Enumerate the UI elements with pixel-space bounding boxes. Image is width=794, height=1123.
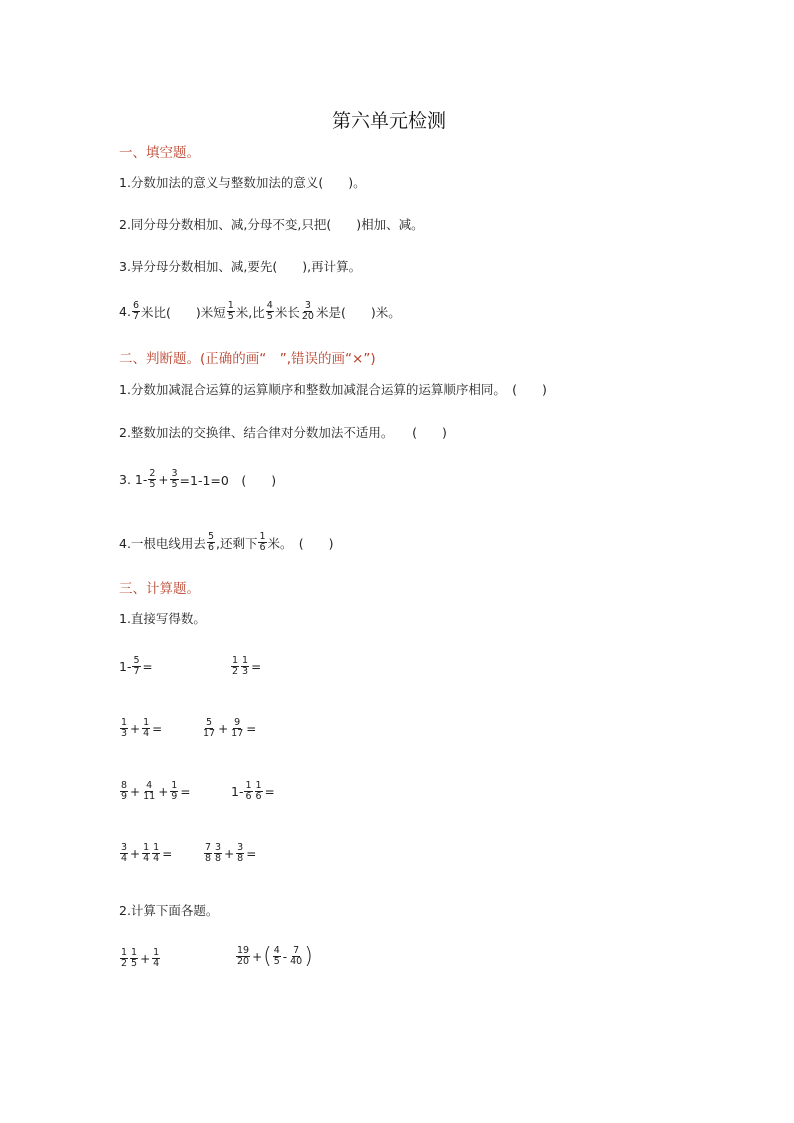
operator: - <box>282 949 288 964</box>
equals-sign: = <box>142 659 153 674</box>
problem-7 <box>119 843 173 864</box>
question-1-4 <box>119 301 401 322</box>
operator: + <box>218 721 229 736</box>
operator: + <box>252 949 263 964</box>
fraction: $\frac{1}{2}$ <box>121 947 128 969</box>
fraction: $\frac{4}{11}$ <box>143 780 156 802</box>
equals-sign: = <box>246 846 257 861</box>
question-2-2: 2.整数加法的交换律、结合律对分数加法不适用。 ( ) <box>119 425 447 440</box>
subsection-compute: 2.计算下面各题。 <box>119 903 219 918</box>
fraction: $\frac{5}{6}$ <box>207 531 214 553</box>
fraction: $\frac{6}{7}$ <box>132 300 139 322</box>
fraction: $\frac{3}{4}$ <box>121 842 128 864</box>
equals-sign: = <box>264 784 275 799</box>
fraction: $\frac{1}{3}$ <box>242 655 249 677</box>
fraction: $\frac{7}{40}$ <box>290 945 303 967</box>
question-text: 米是( )米。 <box>315 304 401 320</box>
fraction: $\frac{1}{3}$ <box>121 717 128 739</box>
fraction: $\frac{3}{8}$ <box>237 842 244 864</box>
equals-sign: = <box>251 659 262 674</box>
problem-text: 1- <box>231 784 244 799</box>
problem-10 <box>235 943 313 969</box>
fraction: $\frac{3}{20}$ <box>301 300 314 322</box>
equals-sign: = <box>180 784 191 799</box>
question-2-3 <box>119 469 276 490</box>
question-text: =1-1=0 ( ) <box>179 472 277 488</box>
operator: + <box>158 784 169 799</box>
fraction: $\frac{5}{7}$ <box>133 655 140 677</box>
fraction: $\frac{2}{5}$ <box>149 468 156 490</box>
fraction: $\frac{1}{6}$ <box>259 531 266 553</box>
fraction: $\frac{1}{6}$ <box>245 780 252 802</box>
fraction: $\frac{4}{5}$ <box>266 300 273 322</box>
equals-sign: = <box>162 846 173 861</box>
fraction: $\frac{1}{4}$ <box>143 842 150 864</box>
operator: + <box>158 472 169 487</box>
problem-2 <box>230 656 262 677</box>
question-number: 4. <box>119 304 131 319</box>
right-paren: ) <box>304 943 313 969</box>
operator: + <box>130 846 141 861</box>
page-title: 第六单元检测 <box>332 110 447 132</box>
problem-4 <box>201 718 257 739</box>
equals-sign: = <box>246 721 257 736</box>
question-2-4 <box>119 532 334 553</box>
fraction: $\frac{1}{4}$ <box>143 717 150 739</box>
fraction: $\frac{1}{2}$ <box>232 655 239 677</box>
question-text: 米。 ( ) <box>267 535 334 551</box>
question-text: 4.一根电线用去 <box>119 535 206 551</box>
question-text: 米长 <box>274 304 300 320</box>
equals-sign: = <box>152 721 163 736</box>
operator: + <box>130 721 141 736</box>
fraction: $\frac{1}{9}$ <box>171 780 178 802</box>
fraction: $\frac{3}{8}$ <box>215 842 222 864</box>
question-2-1: 1.分数加减混合运算的运算顺序和整数加减混合运算的运算顺序相同。 ( ) <box>119 382 547 397</box>
fraction: $\frac{5}{17}$ <box>203 717 216 739</box>
problem-text: 1- <box>119 659 132 674</box>
fraction: $\frac{1}{5}$ <box>227 300 234 322</box>
section-heading-fill-blank: 一、填空题。 <box>119 145 200 161</box>
fraction: $\frac{4}{5}$ <box>273 945 280 967</box>
fraction: $\frac{1}{4}$ <box>153 947 160 969</box>
section-heading-true-false: 二、判断题。(正确的画“ ”,错误的画“×”) <box>119 351 376 367</box>
fraction: $\frac{7}{8}$ <box>205 842 212 864</box>
problem-5 <box>119 781 191 802</box>
operator: + <box>130 784 141 799</box>
question-text: 3. 1- <box>119 472 148 487</box>
problem-3 <box>119 718 163 739</box>
question-text: 米,比 <box>235 304 265 320</box>
question-1-2: 2.同分母分数相加、减,分母不变,只把( )相加、减。 <box>119 217 424 232</box>
operator: + <box>140 951 151 966</box>
operator: + <box>224 846 235 861</box>
problem-8 <box>203 843 257 864</box>
fraction: $\frac{1}{6}$ <box>255 780 262 802</box>
fraction: $\frac{19}{20}$ <box>237 945 250 967</box>
problem-1 <box>119 656 154 677</box>
fraction: $\frac{8}{9}$ <box>121 780 128 802</box>
section-heading-calculation: 三、计算题。 <box>119 581 200 597</box>
fraction: $\frac{1}{4}$ <box>153 842 160 864</box>
question-1-3: 3.异分母分数相加、减,要先( ),再计算。 <box>119 259 362 274</box>
fraction: $\frac{1}{5}$ <box>131 947 138 969</box>
problem-9 <box>119 948 161 969</box>
subsection-direct-answers: 1.直接写得数。 <box>119 611 206 626</box>
fraction: $\frac{3}{5}$ <box>171 468 178 490</box>
problem-6 <box>231 781 276 802</box>
question-1-1: 1.分数加法的意义与整数加法的意义( )。 <box>119 175 366 190</box>
question-text: ,还剩下 <box>215 535 258 551</box>
question-text: 米比( )米短 <box>140 304 226 320</box>
left-paren: ( <box>263 943 272 969</box>
fraction: $\frac{9}{17}$ <box>231 717 244 739</box>
